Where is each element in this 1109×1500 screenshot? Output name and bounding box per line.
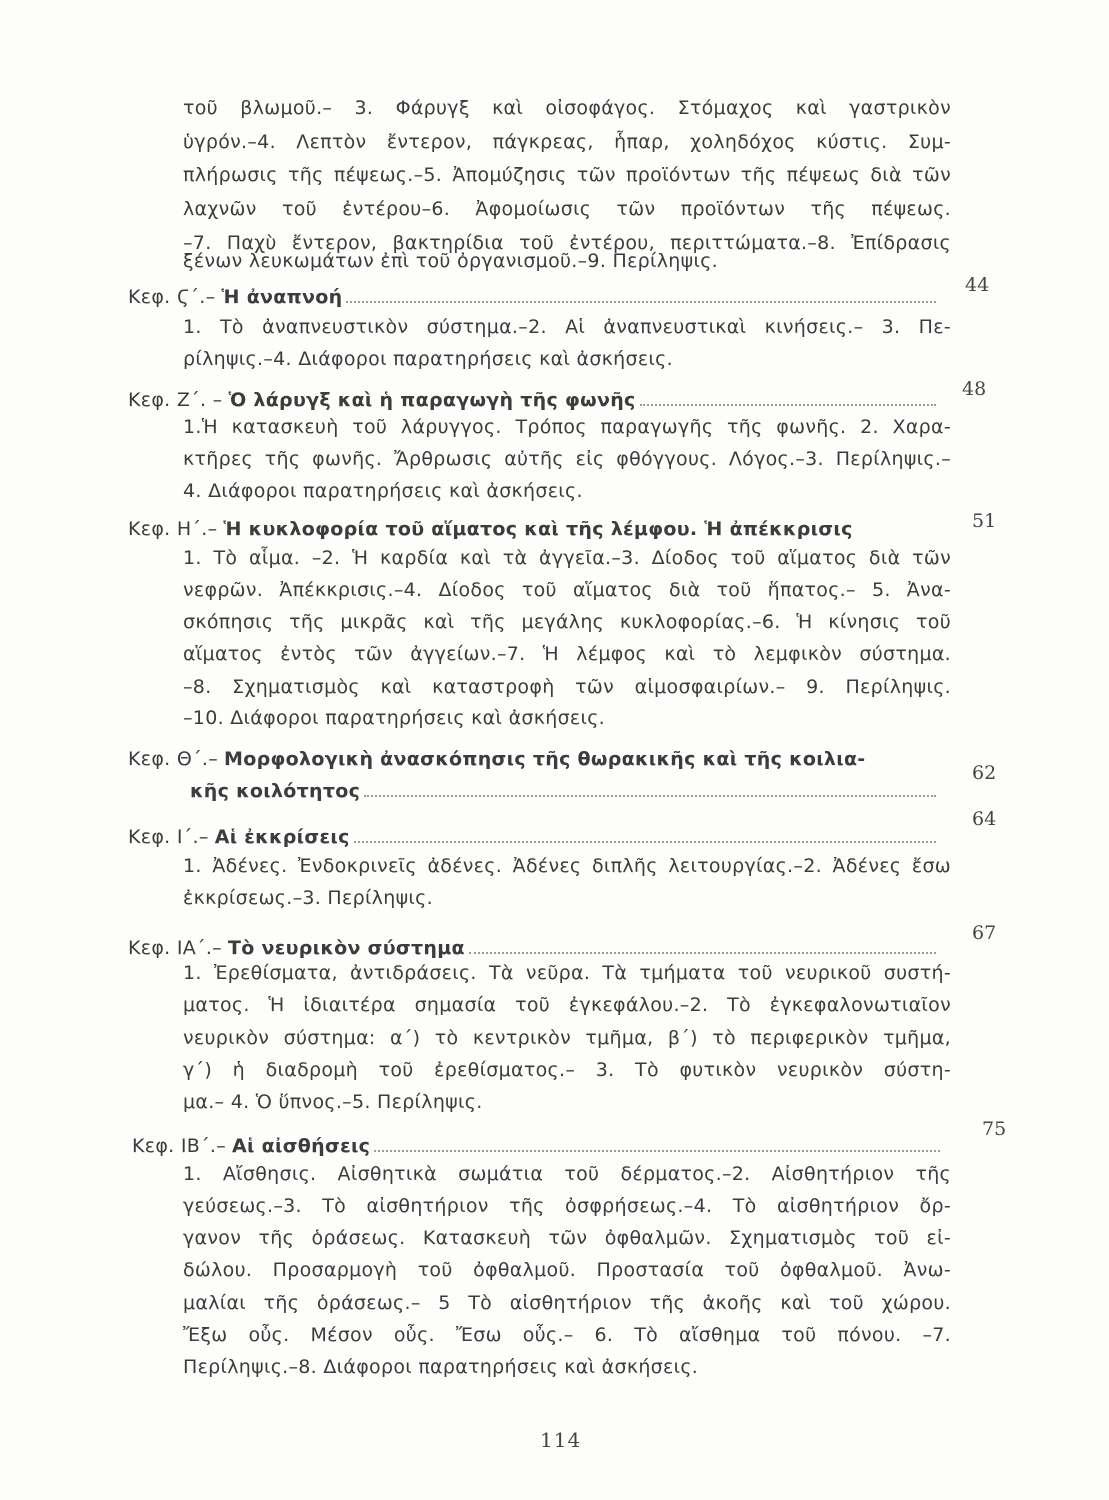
intro-line: ξένων λευκωμάτων ἐπὶ τοῦ ὀργανισμοῦ.–9. Περίληψις. (183, 250, 718, 272)
intro-line: λαχνῶν τοῦ ἐντέρου–6. Ἀφομοίωσις τῶν προϊόντων τῆς πέψεως. (183, 198, 951, 220)
chapter-title-cont: κῆς κοιλότητος (190, 780, 361, 802)
toc-entry-ch7[interactable] (128, 389, 940, 411)
chapter-subline: ρίληψις.–4. Διάφοροι παρατηρήσεις καὶ ἀσκήσεις. (183, 348, 673, 370)
chapter-subline: 1. Τὸ αἷμα. –2. Ἡ καρδία καὶ τὰ ἀγγεῖα.–3. Δίοδος τοῦ αἵματος διὰ τῶν (183, 547, 951, 569)
chapter-subline: νεφρῶν. Ἀπέκκρισις.–4. Δίοδος τοῦ αἵματος διὰ τοῦ ἥπατος.– 5. Ἀνα- (183, 579, 951, 601)
toc-entry-ch10[interactable] (128, 826, 940, 848)
page-number: 62 (972, 762, 997, 784)
chapter-subline: γ΄) ἡ διαδρομὴ τοῦ ἐρεθίσματος.– 3. Τὸ φυτικὸν νευρικὸν σύστη- (183, 1059, 951, 1081)
chapter-subline: 1. Ἀδένες. Ἐνδοκρινεῖς ἀδένες. Ἀδένες διπλῆς λειτουργίας.–2. Ἀδένες ἔσω (183, 855, 951, 877)
chapter-title: Ὁ λάρυγξ καὶ ἡ παραγωγὴ τῆς φωνῆς (228, 389, 636, 411)
page-number: 51 (972, 510, 997, 532)
toc-entry-ch6[interactable] (128, 286, 940, 308)
chapter-subline: 1. Τὸ ἀναπνευστικὸν σύστημα.–2. Αἱ ἀναπνευστικαὶ κινήσεις.– 3. Πε- (183, 316, 951, 338)
page-number: 44 (965, 274, 990, 296)
chapter-subline: 1. Ἐρεθίσματα, ἀντιδράσεις. Τὰ νεῦρα. Τὰ τμήματα τοῦ νευρικοῦ συστή- (183, 962, 951, 984)
chapter-number: Κεφ. ΙΒ΄.– (132, 1135, 227, 1157)
chapter-title: Ἡ κυκλοφορία τοῦ αἵματος καὶ τῆς λέμφου. Ἡ ἀπέκκρισις (223, 518, 853, 540)
page-number: 75 (982, 1118, 1007, 1140)
toc-entry-ch9-cont[interactable] (190, 780, 940, 802)
chapter-subline: αἵματος ἐντὸς τῶν ἀγγείων.–7. Ἡ λέμφος καὶ τὸ λεμφικὸν σύστημα. (183, 643, 951, 665)
chapter-subline: γανον τῆς ὁράσεως. Κατασκευὴ τῶν ὀφθαλμῶν. Σχηματισμὸς τοῦ εἰ- (183, 1227, 951, 1249)
chapter-title: Ἡ ἀναπνοή (221, 286, 343, 308)
chapter-number: Κεφ. ΙΑ΄.– (128, 937, 222, 959)
chapter-title: Αἱ ἐκκρίσεις (214, 826, 350, 848)
intro-line: –7. Παχὺ ἔντερον, βακτηρίδια τοῦ ἐντέρου, περιττώματα.–8. Ἐπίδρασις (183, 232, 951, 254)
chapter-subline: κτῆρες τῆς φωνῆς. Ἄρθρωσις αὐτῆς εἰς φθόγγους. Λόγος.–3. Περίληψις.– (183, 448, 951, 470)
chapter-number: Κεφ. Θ΄.– (128, 748, 219, 770)
chapter-subline: 1. Αἴσθησις. Αἰσθητικὰ σωμάτια τοῦ δέρματος.–2. Αἰσθητήριον τῆς (183, 1163, 951, 1185)
chapter-subline: 1.Ἡ κατασκευὴ τοῦ λάρυγγος. Τρόπος παραγωγῆς τῆς φωνῆς. 2. Χαρα- (183, 416, 951, 438)
intro-line: πλήρωσις τῆς πέψεως.–5. Ἀπομύζησις τῶν προϊόντων τῆς πέψεως διὰ τῶν (183, 164, 951, 186)
dot-leader (364, 794, 936, 797)
chapter-title: Μορφολογικὴ ἀνασκόπησις τῆς θωρακικῆς καὶ τῆς κοιλια- (224, 748, 866, 770)
chapter-subline: –10. Διάφοροι παρατηρήσεις καὶ ἀσκήσεις. (183, 707, 606, 729)
chapter-subline: Ἔξω οὖς. Μέσον οὖς. Ἔσω οὖς.– 6. Τὸ αἴσθημα τοῦ πόνου. –7. (183, 1324, 951, 1346)
page-number: 67 (972, 922, 997, 944)
chapter-subline: Περίληψις.–8. Διάφοροι παρατηρήσεις καὶ ἀσκήσεις. (183, 1356, 699, 1378)
toc-entry-ch11[interactable] (128, 937, 940, 959)
dot-leader (346, 300, 936, 303)
dot-leader (640, 403, 936, 406)
intro-line: ὑγρόν.–4. Λεπτὸν ἔντερον, πάγκρεας, ἧπαρ, χοληδόχος κύστις. Συμ- (183, 131, 951, 153)
chapter-subline: ματος. Ἡ ἰδιαιτέρα σημασία τοῦ ἐγκεφάλου.–2. Τὸ ἐγκεφαλονωτιαῖον (183, 994, 951, 1016)
chapter-subline: μαλίαι τῆς ὁράσεως.– 5 Τὸ αἰσθητήριον τῆς ἀκοῆς καὶ τοῦ χώρου. (183, 1292, 951, 1314)
toc-entry-ch12[interactable] (132, 1135, 944, 1157)
chapter-title: Τὸ νευρικὸν σύστημα (227, 937, 465, 959)
chapter-number: Κεφ. Η΄.– (128, 518, 218, 540)
chapter-subline: σκόπησις τῆς μικρᾶς καὶ τῆς μεγάλης κυκλοφορίας.–6. Ἡ κίνησις τοῦ (183, 611, 951, 633)
toc-entry-ch8[interactable] (128, 518, 956, 540)
page-folio: 114 (540, 1428, 582, 1452)
chapter-subline: ἐκκρίσεως.–3. Περίληψις. (183, 887, 433, 909)
dot-leader (354, 840, 936, 843)
chapter-subline: γεύσεως.–3. Τὸ αἰσθητήριον τῆς ὀσφρήσεως.–4. Τὸ αἰσθητήριον ὄρ- (183, 1195, 951, 1217)
dot-leader (469, 951, 936, 954)
chapter-subline: –8. Σχηματισμὸς καὶ καταστροφὴ τῶν αἱμοσφαιρίων.– 9. Περίληψις. (183, 676, 951, 698)
chapter-number: Κεφ. Ι΄.– (128, 826, 209, 848)
toc-entry-ch9[interactable] (128, 748, 940, 770)
page-number: 64 (972, 808, 997, 830)
chapter-title: Αἱ αἰσθήσεις (232, 1135, 371, 1157)
chapter-subline: μα.– 4. Ὁ ὕπνος.–5. Περίληψις. (183, 1091, 483, 1113)
chapter-subline: νευρικὸν σύστημα: α΄) τὸ κεντρικὸν τμῆμα, β΄) τὸ περιφερικὸν τμῆμα, (183, 1027, 951, 1049)
chapter-subline: 4. Διάφοροι παρατηρήσεις καὶ ἀσκήσεις. (183, 480, 583, 502)
intro-line: τοῦ βλωμοῦ.– 3. Φάρυγξ καὶ οἰσοφάγος. Στόμαχος καὶ γαστρικὸν (183, 97, 951, 119)
chapter-number: Κεφ. Ζ΄. – (128, 389, 223, 411)
dot-leader (374, 1149, 940, 1152)
chapter-number: Κεφ. Ϛ΄.– (128, 286, 216, 308)
chapter-subline: δώλου. Προσαρμογὴ τοῦ ὀφθαλμοῦ. Προστασία τοῦ ὀφθαλμοῦ. Ἀνω- (183, 1259, 951, 1281)
page-number: 48 (962, 378, 987, 400)
